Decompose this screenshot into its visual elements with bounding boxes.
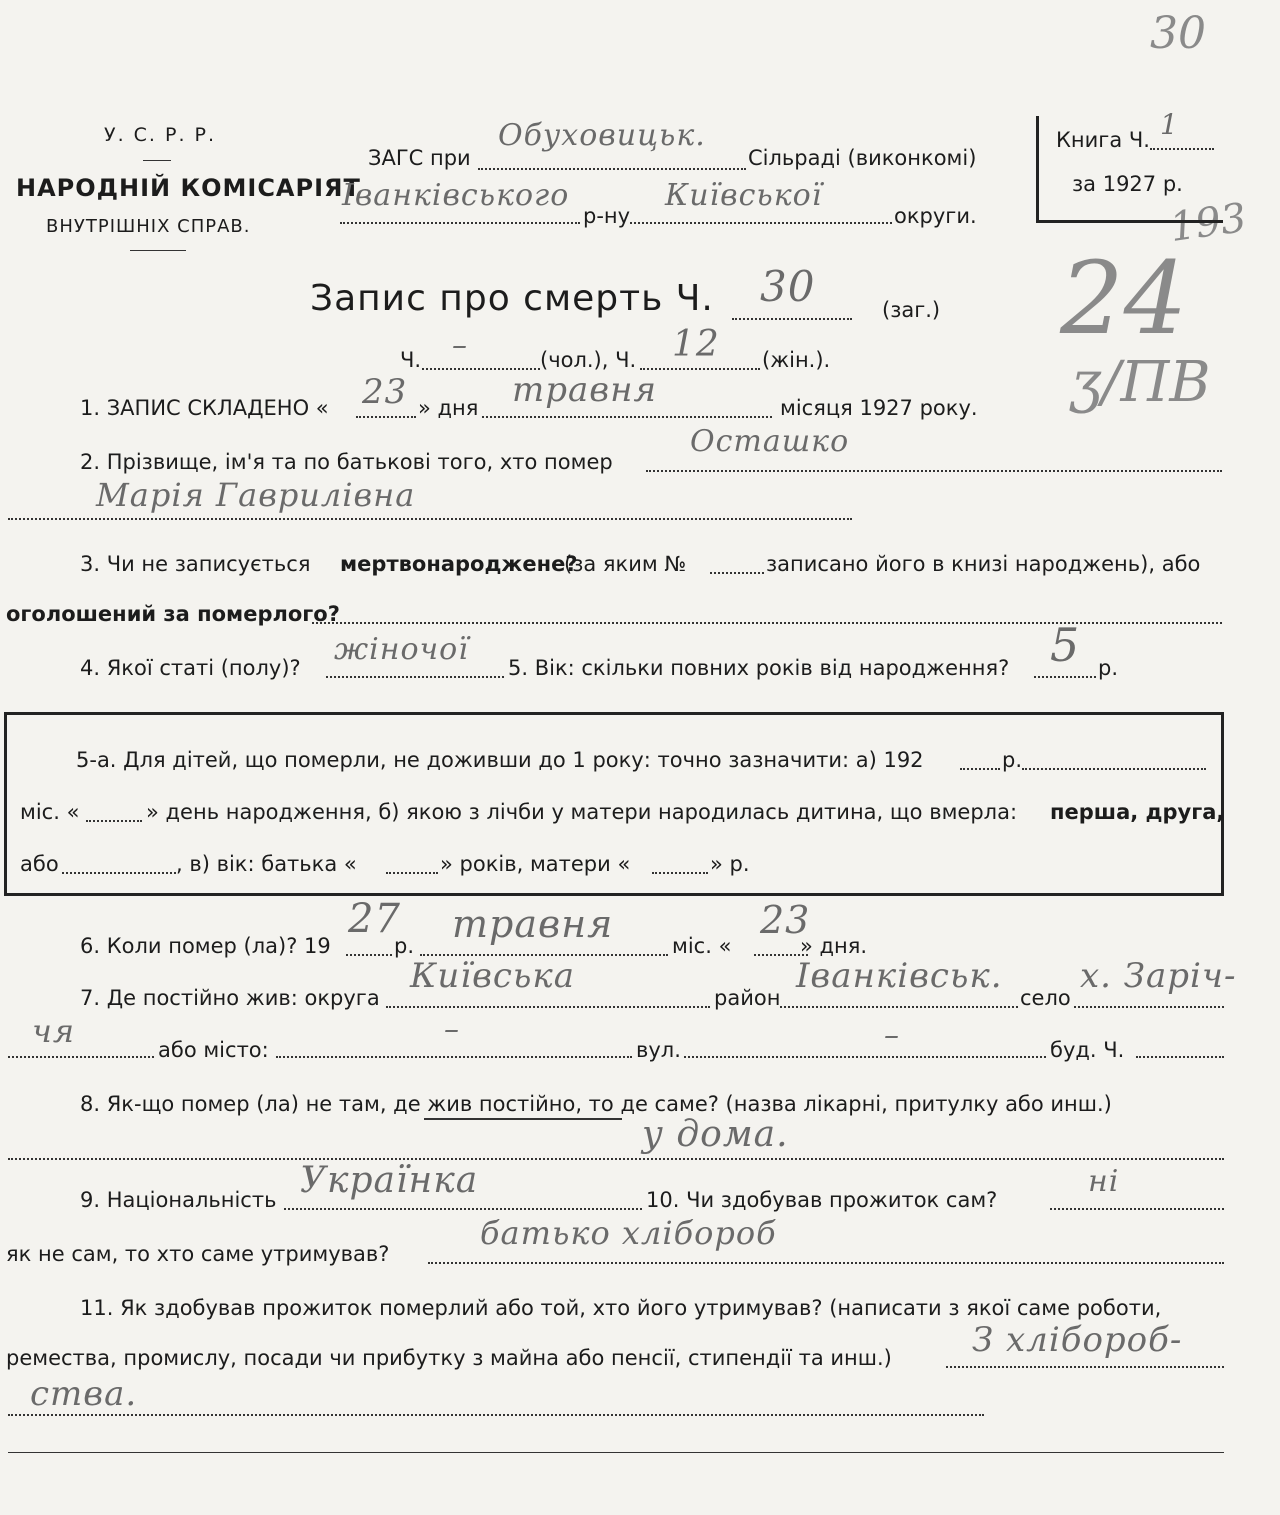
q8-label: 8. Як-що помер (ла) не там, де жив постійно, то де саме? (назва лікарні, притулку або инш.) (80, 1092, 1112, 1116)
zags-suffix: Сільраді (виконкомі) (748, 146, 977, 170)
q5a-line3-start: або (20, 852, 59, 876)
q5a-line2-bold: перша, друга, (1050, 800, 1225, 824)
q6-mis: міс. « (672, 934, 732, 958)
q3-part3: записано його в книзі народжень), або (766, 552, 1201, 576)
q5a-line3-mid2: » років, матери « (440, 852, 631, 876)
q5a-line1: 5-а. Для дітей, що померли, не доживши до 1 року: точно зазначити: а) 192 (76, 748, 924, 772)
republic-label: У. С. Р. Р. (104, 124, 217, 146)
q2-name: Марія Гаврилівна (96, 476, 416, 514)
q3-part1: 3. Чи не записується (80, 552, 311, 576)
q5a-line3-mid: , в) вік: батька « (176, 852, 357, 876)
record-number: 30 (760, 262, 816, 311)
q10-label: 10. Чи здобував прожиток сам? (646, 1188, 998, 1212)
q7-bud-label: буд. Ч. (1050, 1038, 1125, 1062)
q5-suffix: р. (1098, 656, 1119, 680)
q4-label: 4. Якої статі (полу)? (80, 656, 301, 680)
q7-okruh: Київська (410, 956, 576, 996)
q1-label: 1. ЗАПИС СКЛАДЕНО « (80, 396, 329, 420)
department-title: ВНУТРІШНІХ СПРАВ. (46, 216, 251, 237)
book-number: 1 (1160, 108, 1179, 141)
page-title: Запис про смерть Ч. (310, 278, 714, 319)
q1-suffix: місяця 1927 року. (780, 396, 978, 420)
q3-bold1: мертвонароджене? (340, 552, 578, 576)
q7-vul-label: вул. (636, 1038, 681, 1062)
q4-value: жіночої (334, 632, 469, 667)
corner-mark-3: ӡ/ПВ (1070, 350, 1211, 415)
district-value: Іванківського (342, 178, 570, 213)
q8-underline (424, 1118, 622, 1120)
q1-mid: » дня (418, 396, 479, 420)
q7-label: 7. Де постійно жив: округа (80, 986, 380, 1010)
q1-month: травня (512, 370, 657, 410)
q10-value: ні (1088, 1164, 1120, 1199)
q2-label: 2. Прізвище, ім'я та по батькові того, хто помер (80, 450, 613, 474)
q5a-line2-start: міс. « (20, 800, 80, 824)
q9-value: Українка (300, 1160, 479, 1201)
q6-label: 6. Коли помер (ла)? 19 (80, 934, 331, 958)
male-count-label: Ч. (400, 348, 422, 372)
q10-supp-value: батько хлібороб (480, 1214, 777, 1252)
okruh-suffix: округи. (894, 204, 977, 228)
corner-mark-2: 24 (1060, 240, 1188, 357)
q2-surname: Осташко (690, 424, 850, 459)
q7-selo-cont: чя (32, 1012, 76, 1050)
female-count-suffix: (жін.). (762, 348, 831, 372)
okruh-value: Київської (665, 178, 823, 213)
district-suffix: р-ну (583, 204, 631, 228)
male-count-value: – (452, 328, 468, 363)
q6-year: 27 (348, 896, 401, 942)
q3-bold2: оголошений за померлого? (6, 602, 340, 626)
q7-selo: х. Заріч- (1080, 956, 1237, 996)
q5a-line3-end: » р. (710, 852, 750, 876)
female-count-value: 12 (672, 324, 720, 365)
q1-day: 23 (362, 372, 408, 412)
q6-month: травня (452, 902, 614, 946)
q11-value-cont: ства. (30, 1374, 138, 1414)
q7-misto-label: або місто: (158, 1038, 269, 1062)
q11-value: З хлібороб- (972, 1320, 1183, 1360)
commissariat-title: НАРОДНІЙ КОМІСАРІЯТ (16, 174, 361, 202)
q10-supp-label: як не сам, то хто саме утримував? (6, 1242, 390, 1266)
book-label: Книга Ч. (1056, 128, 1150, 152)
title-suffix: (заг.) (882, 298, 941, 322)
zags-council-value: Обуховицьк. (498, 118, 706, 153)
corner-mark-top: 30 (1150, 8, 1206, 59)
q7-rayon-label: район (714, 986, 781, 1010)
q5-value: 5 (1050, 618, 1081, 672)
q8-value: у дома. (642, 1114, 789, 1155)
corner-mark-1: 193 (1167, 194, 1250, 252)
q6-day: 23 (760, 898, 811, 942)
q6-r: р. (394, 934, 415, 958)
q7-misto: – (444, 1012, 460, 1047)
q5-label: 5. Вік: скільки повних років від народження? (508, 656, 1010, 680)
zags-label: ЗАГС при (368, 146, 471, 170)
q11-line2: ремества, промислу, посади чи прибутку з майна або пенсії, стипендії та инш.) (6, 1346, 892, 1370)
q7-rayon: Іванківськ. (796, 956, 1003, 996)
q7-vul: – (884, 1018, 900, 1053)
male-count-suffix: (чол.), Ч. (540, 348, 637, 372)
q9-label: 9. Національність (80, 1188, 277, 1212)
q6-suffix: » дня. (800, 934, 868, 958)
q5a-line1-end: р. (1002, 748, 1023, 772)
q3-part2: (за яким № (564, 552, 687, 576)
q5a-line2-mid: » день народження, б) якою з лічби у матери народилась дитина, що вмерла: (146, 800, 1018, 824)
q11-line1: 11. Як здобував прожиток померлий або той, хто його утримував? (написати з якої саме роботи, (80, 1296, 1162, 1320)
book-year: за 1927 р. (1072, 172, 1183, 196)
q7-selo-label: село (1020, 986, 1071, 1010)
